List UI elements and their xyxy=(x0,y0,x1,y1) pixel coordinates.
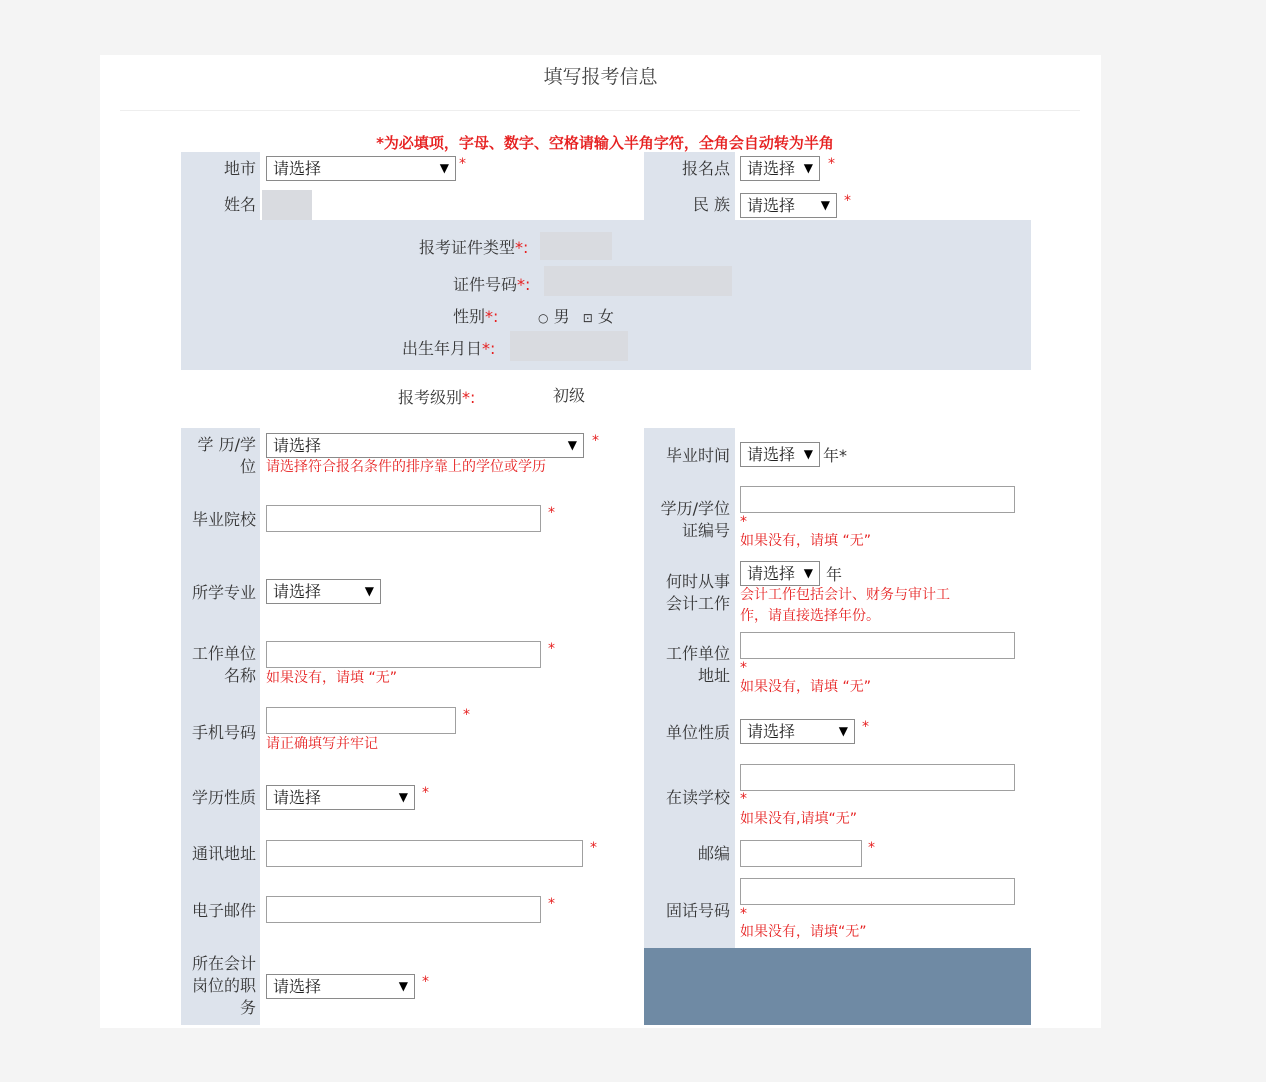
site-label: 报名点 xyxy=(681,159,730,178)
degree-select-value: 请选择 xyxy=(273,436,322,455)
edu-type-label: 学历性质 xyxy=(191,788,256,807)
edu-type-select[interactable] xyxy=(266,785,415,810)
school-input[interactable] xyxy=(266,505,541,532)
landline-input[interactable] xyxy=(740,878,1015,905)
unit-type-select-value: 请选择 xyxy=(747,722,796,741)
gender-option-male: 男 xyxy=(553,307,570,326)
required-mark: * xyxy=(548,641,555,657)
ethnicity-select-value: 请选择 xyxy=(747,196,796,215)
required-mark: * xyxy=(862,719,869,735)
chevron-down-icon: ▼ xyxy=(803,566,813,580)
current-school-hint: 如果没有,请填“无” xyxy=(740,811,857,827)
required-mark: * xyxy=(740,514,747,530)
major-label: 所学专业 xyxy=(191,583,256,602)
major-select[interactable] xyxy=(266,579,381,604)
chevron-down-icon: ▼ xyxy=(567,438,577,452)
chevron-down-icon: ▼ xyxy=(838,724,848,738)
chevron-down-icon: ▼ xyxy=(398,790,408,804)
cert-input[interactable] xyxy=(740,486,1015,513)
ethnicity-select[interactable] xyxy=(740,193,837,218)
required-mark: * xyxy=(592,433,599,449)
gender-radio-group xyxy=(538,304,614,327)
chevron-down-icon: ▼ xyxy=(820,198,830,212)
since-year-select-value: 请选择 xyxy=(747,564,796,583)
city-label: 地市 xyxy=(223,159,256,178)
city-select[interactable] xyxy=(266,156,456,181)
required-mark: * xyxy=(868,840,875,856)
since-hint: 会计工作包括会计、财务与审计工 作，请直接选择年份。 xyxy=(740,587,950,624)
phone-hint: 请正确填写并牢记 xyxy=(266,736,378,752)
required-mark: * xyxy=(463,707,470,723)
required-mark: * xyxy=(740,660,747,676)
since-label: 何时从事 会计工作 xyxy=(665,572,730,613)
grad-year-select-value: 请选择 xyxy=(747,445,796,464)
level-label: 报考级别*: xyxy=(398,388,476,407)
position-select[interactable] xyxy=(266,974,415,999)
cert-label: 学历/学位 证编号 xyxy=(660,499,730,540)
required-mark: * xyxy=(740,906,747,922)
major-select-value: 请选择 xyxy=(273,582,322,601)
id-type-label: 报考证件类型*: xyxy=(419,238,529,257)
phone-label: 手机号码 xyxy=(191,723,256,742)
work-address-input[interactable] xyxy=(740,632,1015,659)
name-label: 姓名 xyxy=(223,195,256,214)
since-year-select[interactable] xyxy=(740,561,820,586)
required-mark: * xyxy=(422,974,429,990)
current-school-input[interactable] xyxy=(740,764,1015,791)
chevron-down-icon: ▼ xyxy=(364,584,374,598)
current-school-label: 在读学校 xyxy=(665,788,730,807)
position-label: 所在会计 岗位的职 务 xyxy=(191,954,256,1017)
required-mark: * xyxy=(422,785,429,801)
grad-year-select[interactable] xyxy=(740,442,820,467)
required-mark: * xyxy=(844,193,851,209)
chevron-down-icon: ▼ xyxy=(803,161,813,175)
employer-label: 工作单位 名称 xyxy=(191,644,256,685)
position-select-value: 请选择 xyxy=(273,977,322,996)
chevron-down-icon: ▼ xyxy=(439,161,449,175)
required-mark: * xyxy=(548,505,555,521)
city-select-value: 请选择 xyxy=(273,159,322,178)
chevron-down-icon: ▼ xyxy=(803,447,813,461)
email-label: 电子邮件 xyxy=(191,901,256,920)
zip-input[interactable] xyxy=(740,840,862,867)
gender-option-female: 女 xyxy=(597,307,614,326)
id-number-value-redacted xyxy=(544,266,732,296)
employer-hint: 如果没有，请填 “无” xyxy=(266,670,397,686)
chevron-down-icon: ▼ xyxy=(398,979,408,993)
id-type-value-redacted xyxy=(540,232,612,260)
school-label: 毕业院校 xyxy=(191,510,256,529)
edu-type-select-value: 请选择 xyxy=(273,788,322,807)
required-mark: * xyxy=(590,840,597,856)
work-address-hint: 如果没有，请填 “无” xyxy=(740,679,871,695)
degree-hint: 请选择符合报名条件的排序靠上的学位或学历 xyxy=(266,459,546,475)
level-value: 初级 xyxy=(553,386,586,405)
ethnicity-label: 民 族 xyxy=(692,195,730,214)
degree-select[interactable] xyxy=(266,433,584,458)
work-address-label: 工作单位 地址 xyxy=(665,644,730,685)
required-note: *为必填项，字母、数字、空格请输入半角字符，全角会自动转为半角 xyxy=(376,134,834,152)
required-mark: * xyxy=(459,156,466,172)
unit-type-label: 单位性质 xyxy=(665,723,730,742)
name-value-redacted xyxy=(262,190,312,220)
unit-type-select[interactable] xyxy=(740,719,855,744)
address-label: 通讯地址 xyxy=(191,844,256,863)
email-input[interactable] xyxy=(266,896,541,923)
cert-hint: 如果没有，请填 “无” xyxy=(740,533,871,549)
radio-female-selected[interactable]: ⊡ xyxy=(582,311,593,325)
gender-label: 性别*: xyxy=(453,307,499,326)
title-divider xyxy=(120,110,1080,111)
site-select[interactable] xyxy=(740,156,820,181)
right-footer-panel xyxy=(644,948,1031,1025)
since-year-suffix: 年 xyxy=(826,565,843,584)
radio-male[interactable]: ○ xyxy=(538,311,549,325)
employer-input[interactable] xyxy=(266,641,541,668)
grad-time-label: 毕业时间 xyxy=(665,446,730,465)
birth-label: 出生年月日*: xyxy=(402,339,496,358)
address-input[interactable] xyxy=(266,840,583,867)
birth-value-redacted xyxy=(510,331,628,361)
landline-label: 固话号码 xyxy=(665,901,730,920)
zip-label: 邮编 xyxy=(697,844,730,863)
required-mark: * xyxy=(548,896,555,912)
landline-hint: 如果没有，请填“无” xyxy=(740,924,867,940)
site-select-value: 请选择 xyxy=(747,159,796,178)
phone-input[interactable] xyxy=(266,707,456,734)
degree-label: 学 历/学 位 xyxy=(197,435,256,476)
page-title: 填写报考信息 xyxy=(543,66,658,88)
id-number-label: 证件号码*: xyxy=(453,275,531,294)
required-mark: * xyxy=(828,156,835,172)
grad-year-suffix: 年* xyxy=(823,446,848,465)
required-mark: * xyxy=(740,791,747,807)
